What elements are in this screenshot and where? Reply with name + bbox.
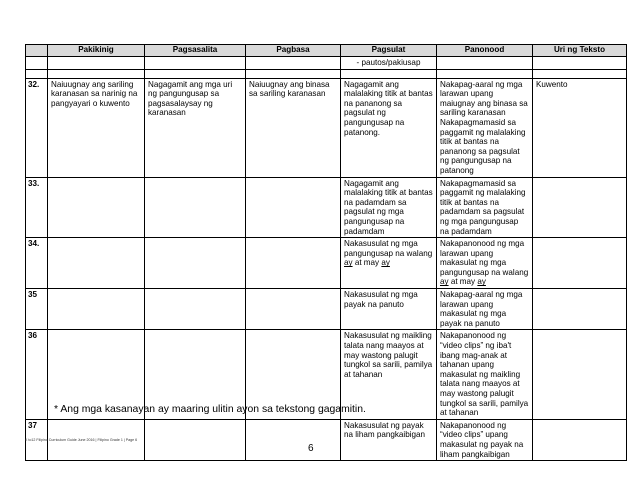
table-row: [26, 238, 627, 289]
underlined-ay: ay: [440, 277, 449, 287]
pagsulat-text: Nakasusulat ng mga pangungusap na walang: [344, 239, 433, 258]
cell-pakikinig: [48, 289, 145, 330]
cell-pagsasalita: [145, 419, 246, 460]
cell-pagsulat: Nakasusulat ng mga payak na panuto: [341, 289, 437, 330]
cell-pakikinig: [48, 238, 145, 289]
cell-uri-ng-teksto: [533, 289, 627, 330]
cell-pagbasa: [246, 289, 341, 330]
header-row: [26, 45, 627, 57]
underlined-ay: ay: [344, 258, 353, 268]
panonood-text-mid: at may: [450, 277, 476, 287]
row-number: 37: [26, 419, 48, 460]
row-number: 33.: [26, 177, 48, 238]
cell-pagsasalita: [145, 289, 246, 330]
cell-pagsulat: Nagagamit ang malalaking titik at bantas na pananong sa pagsulat ng pangungusap na patanong.: [341, 78, 437, 177]
cell-panonood: Nakapagmamasid sa paggamit ng malalaking titik at bantas na padamdam sa pagsulat ng mga pangungusap na padamdam: [437, 177, 533, 238]
cell-pagsasalita: [145, 238, 246, 289]
cell-uri-ng-teksto: Kuwento: [533, 78, 627, 177]
cell-pakikinig: [48, 177, 145, 238]
cell-panonood: Nakapag-aaral ng mga larawan upang makasulat ng mga payak na panuto: [437, 289, 533, 330]
cell-pagbasa: [246, 419, 341, 460]
header-num: [26, 45, 48, 57]
table-row: [26, 289, 627, 330]
cell-pagsasalita: [145, 177, 246, 238]
underlined-ay: ay: [477, 277, 486, 287]
cell-uri-ng-teksto: [533, 330, 627, 419]
cell-pagsulat: Nakasusulat ng maikling talata nang maayos at may wastong palugit tungkol sa sarili, pamilya at tahanan: [341, 330, 437, 419]
row-number: 34.: [26, 238, 48, 289]
underlined-ay: ay: [381, 258, 390, 268]
cell-pagbasa: Naiuugnay ang binasa sa sariling karanasan: [246, 78, 341, 177]
footer-path: K to12 Filipino Curriculum Guide June 2016 | Filipino Grade 1 | Page 6: [25, 438, 138, 442]
header-pagbasa: Pagbasa: [246, 45, 341, 57]
header-pagsasalita: Pagsasalita: [145, 45, 246, 57]
footnote: * Ang mga kasanayan ay maaring ulitin ayon sa tekstong gagamitin.: [54, 404, 366, 415]
row-number: 35: [26, 289, 48, 330]
cell-pagbasa: [246, 177, 341, 238]
cell-pagsasalita: Nagagamit ang mga uri ng pangungusap sa pagsasalaysay ng karanasan: [145, 78, 246, 177]
table-row: [26, 78, 627, 177]
row-number: 32.: [26, 78, 48, 177]
continuation-text: - pautos/pakiusap: [341, 57, 437, 70]
header-uri-ng-teksto: Uri ng Teksto: [533, 45, 627, 57]
cell-panonood: Nakapanonood ng “video clips” upang makasulat ng payak na liham pangkaibigan: [437, 419, 533, 460]
cell-uri-ng-teksto: [533, 177, 627, 238]
cell-pagsulat: Nagagamit ang malalaking titik at bantas na padamdam sa pagsulat ng mga pangungusap na padamdam: [341, 177, 437, 238]
header-pagsulat: Pagsulat: [341, 45, 437, 57]
cell-panonood: [437, 238, 533, 289]
cell-pagsulat: Nakasusulat ng payak na liham pangkaibigan: [341, 419, 437, 460]
cell-panonood: Nakapag-aaral ng mga larawan upang maiugnay ang binasa sa sariling karanasan Nakapagmamasid sa paggamit ng malalaking titik at bantas na pananong sa pagsulat ng pangungusap na patanong: [437, 78, 533, 177]
cell-uri-ng-teksto: [533, 419, 627, 460]
continuation-row: [26, 57, 627, 70]
header-panonood: Panonood: [437, 45, 533, 57]
cell-uri-ng-teksto: [533, 238, 627, 289]
pagsulat-text-mid: at may: [354, 258, 380, 268]
cell-pagsulat: [341, 238, 437, 289]
spacer-row: [26, 69, 627, 78]
cell-pakikinig: Naiuugnay ang sariling karanasan sa narinig na pangyayari o kuwento: [48, 78, 145, 177]
curriculum-table: [25, 44, 627, 461]
panonood-text: Nakapanonood ng mga larawan upang makasulat ng mga pangungusap na walang: [440, 239, 529, 277]
table-row: [26, 177, 627, 238]
cell-panonood: Nakapanonood ng “video clips” ng iba't ibang mag-anak at tahanan upang makasulat ng maikling talata nang maayos at may wastong palugit tungkol sa sarili, pamilya at tahanan: [437, 330, 533, 419]
cell-pagbasa: [246, 238, 341, 289]
page-number: 6: [308, 443, 314, 454]
header-pakikinig: Pakikinig: [48, 45, 145, 57]
row-number: 36: [26, 330, 48, 419]
